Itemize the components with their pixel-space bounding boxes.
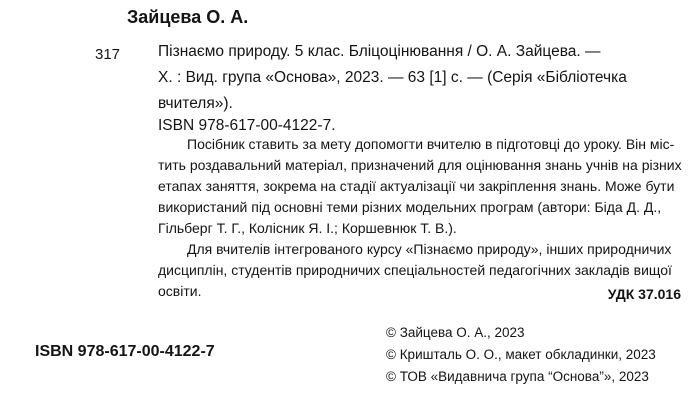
annotation-paragraph-2: [158, 239, 682, 302]
annotation-line: Посібник ставить за мету допомогти вчителю в підготовці до уроку. Він міс-: [187, 136, 675, 152]
annotation-line: тить роздавальний матеріал, призначений для оцінювання знань учнів на різних: [158, 157, 682, 173]
annotation-line: Гільберг Т. Г., Колісник Я. І.; Коршевнюк Т. В.).: [158, 220, 457, 236]
copyright-line: © Зайцева О. А., 2023: [386, 325, 525, 340]
annotation-line: дисциплін, студентів природничих спеціальностей педагогічних закладів вищої: [158, 262, 672, 278]
bibliographic-line: вчителя»).: [158, 95, 233, 112]
author-name: Зайцева О. А.: [127, 7, 249, 27]
copyright-line: © Кришталь О. О., макет обкладинки, 2023: [386, 347, 656, 362]
annotation-line: етапах заняття, зокрема на стадії актуалізації чи закріплення знань. Може бути: [158, 178, 675, 194]
annotation-paragraph-1: [158, 134, 682, 239]
annotation-line: освіти.: [158, 283, 202, 299]
bibliographic-description: [158, 39, 627, 117]
annotation-line: використаний під основні теми різних модельних програм (автори: Біда Д. Д.,: [158, 199, 662, 215]
isbn-main: ISBN 978-617-00-4122-7: [35, 343, 215, 360]
isbn-inline: ISBN 978-617-00-4122-7.: [158, 117, 336, 134]
copyright-block: [386, 322, 656, 388]
udc-code: УДК 37.016: [607, 286, 681, 302]
annotation: [158, 134, 682, 302]
bibliographic-line: Х. : Вид. група «Основа», 2023. — 63 [1] с. — (Серія «Бібліотечка: [158, 69, 627, 86]
annotation-line: Для вчителів інтегрованого курсу «Пізнаємо природу», інших природничих: [187, 241, 672, 257]
bibliographic-line: Пізнаємо природу. 5 клас. Бліцоцінювання / О. А. Зайцева. —: [158, 43, 601, 60]
copyright-line: © ТОВ «Видавнича група “Основа”», 2023: [386, 369, 649, 384]
classification-code: 317: [95, 46, 121, 63]
